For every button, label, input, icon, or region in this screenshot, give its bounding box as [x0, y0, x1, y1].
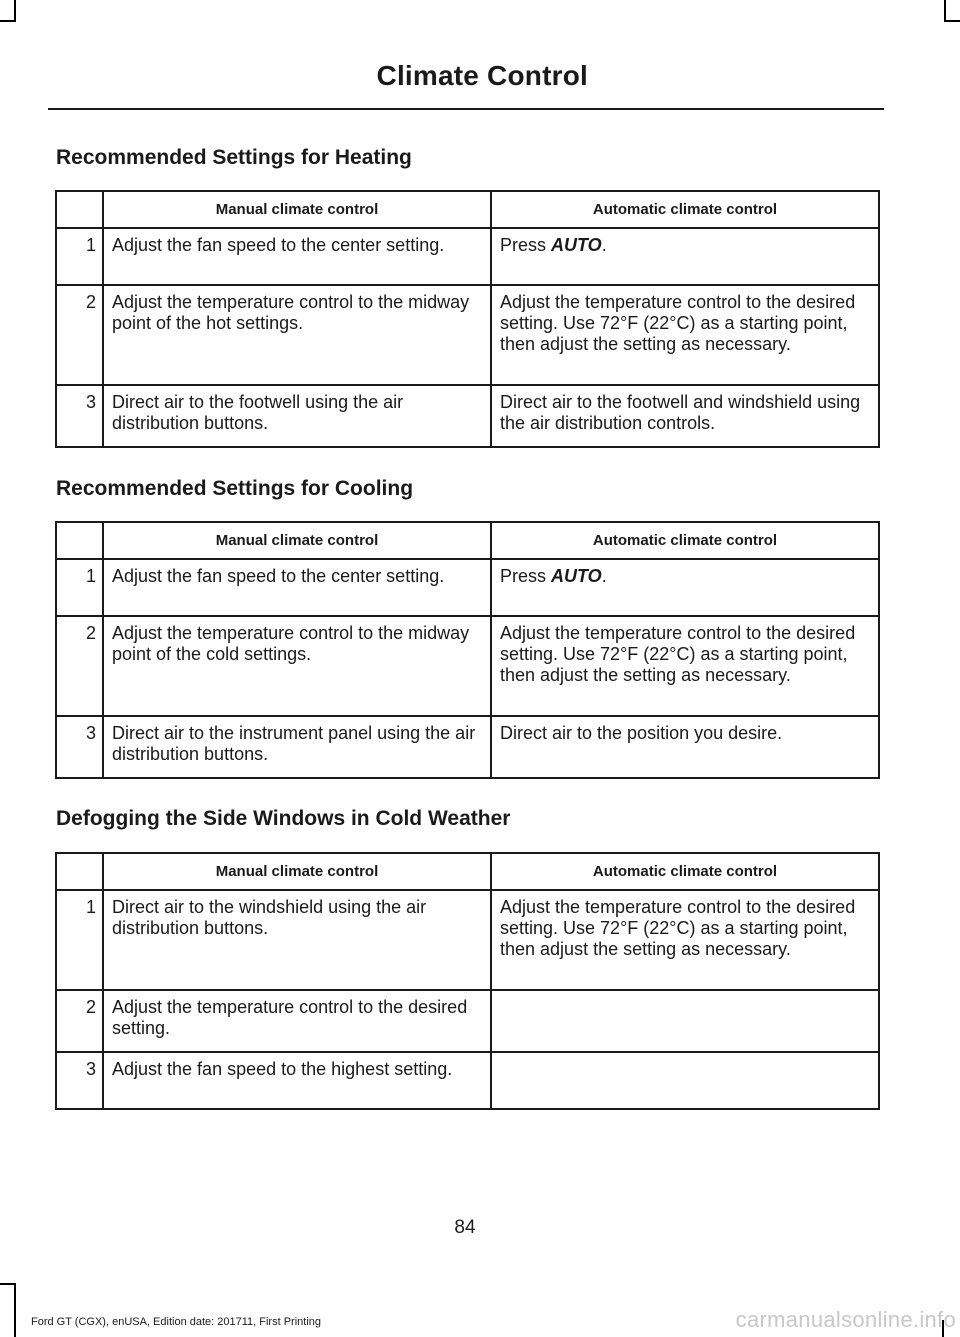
table-row [56, 616, 879, 716]
step-number: 2 [56, 990, 103, 1052]
page-number: 84 [454, 1217, 476, 1238]
table-row [56, 385, 879, 447]
automatic-step: Adjust the temperature control to the desired setting. Use 72°F (22°C) as a starting point, then adjust the setting as necessary. [491, 890, 879, 990]
auto-key-label: AUTO [551, 566, 602, 586]
table-header-row [56, 191, 879, 228]
watermark: carmanualsonline.info [735, 1307, 956, 1332]
step-number: 2 [56, 285, 103, 385]
table-row [56, 228, 879, 285]
automatic-column-header: Automatic climate control [491, 522, 879, 559]
section-title-cooling: Recommended Settings for Cooling [56, 477, 414, 500]
step-number: 2 [56, 616, 103, 716]
manual-step: Adjust the temperature control to the desired setting. [103, 990, 491, 1052]
manual-step: Adjust the temperature control to the midway point of the hot settings. [103, 285, 491, 385]
number-column-header [56, 522, 103, 559]
manual-column-header: Manual climate control [103, 853, 491, 890]
automatic-step: Direct air to the position you desire. [491, 716, 879, 778]
manual-step: Direct air to the windshield using the air distribution buttons. [103, 890, 491, 990]
footer-edition-info: Ford GT (CGX), enUSA, Edition date: 201711, First Printing [31, 1316, 321, 1328]
defogging-table [55, 852, 880, 1110]
step-number: 3 [56, 385, 103, 447]
manual-step: Adjust the temperature control to the midway point of the cold settings. [103, 616, 491, 716]
manual-step: Direct air to the footwell using the air distribution buttons. [103, 385, 491, 447]
automatic-column-header: Automatic climate control [491, 191, 879, 228]
crop-mark [14, 1283, 16, 1337]
automatic-step: Adjust the temperature control to the desired setting. Use 72°F (22°C) as a starting point, then adjust the setting as necessary. [491, 616, 879, 716]
heating-table [55, 190, 880, 448]
automatic-step [491, 1052, 879, 1109]
automatic-step: Direct air to the footwell and windshield using the air distribution controls. [491, 385, 879, 447]
manual-step: Adjust the fan speed to the center setting. [103, 228, 491, 285]
auto-key-label: AUTO [551, 235, 602, 255]
crop-mark [944, 0, 946, 22]
number-column-header [56, 853, 103, 890]
step-number: 3 [56, 716, 103, 778]
press-text: Press [500, 566, 552, 586]
manual-step: Adjust the fan speed to the center setting. [103, 559, 491, 616]
manual-column-header: Manual climate control [103, 522, 491, 559]
crop-mark [0, 1283, 16, 1285]
step-number: 1 [56, 890, 103, 990]
step-number: 1 [56, 228, 103, 285]
table-row [56, 716, 879, 778]
press-suffix: . [601, 566, 607, 586]
crop-mark [0, 20, 16, 22]
manual-column-header: Manual climate control [103, 191, 491, 228]
automatic-step [491, 228, 879, 285]
section-title-heating: Recommended Settings for Heating [56, 146, 412, 169]
automatic-step [491, 559, 879, 616]
crop-mark [14, 0, 16, 22]
crop-mark [944, 20, 960, 22]
cooling-table [55, 521, 880, 779]
press-suffix: . [601, 235, 607, 255]
manual-step: Direct air to the instrument panel using the air distribution buttons. [103, 716, 491, 778]
number-column-header [56, 191, 103, 228]
table-row [56, 990, 879, 1052]
table-row [56, 559, 879, 616]
manual-step: Adjust the fan speed to the highest setting. [103, 1052, 491, 1109]
table-row [56, 890, 879, 990]
table-header-row [56, 853, 879, 890]
automatic-step [491, 990, 879, 1052]
table-row [56, 1052, 879, 1109]
automatic-column-header: Automatic climate control [491, 853, 879, 890]
page-header [48, 58, 884, 110]
page-title: Climate Control [376, 60, 588, 91]
table-row [56, 285, 879, 385]
automatic-step: Adjust the temperature control to the desired setting. Use 72°F (22°C) as a starting point, then adjust the setting as necessary. [491, 285, 879, 385]
press-text: Press [500, 235, 552, 255]
step-number: 1 [56, 559, 103, 616]
step-number: 3 [56, 1052, 103, 1109]
table-header-row [56, 522, 879, 559]
section-title-defogging: Defogging the Side Windows in Cold Weather [56, 807, 511, 830]
